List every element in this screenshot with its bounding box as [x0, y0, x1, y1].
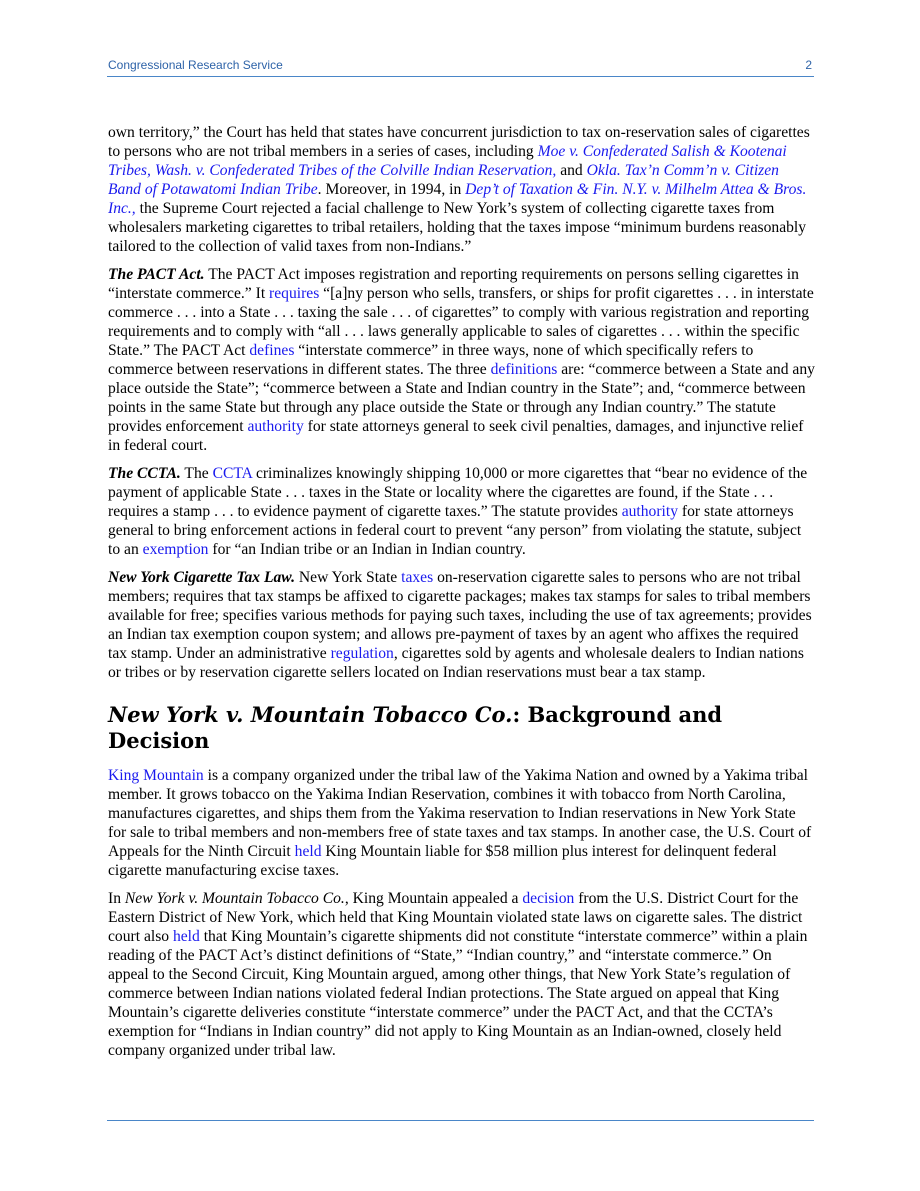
paragraph-appeal: In New York v. Mountain Tobacco Co., King Mountain appealed a decision from the U.S. District Court for the Eastern District of New York, which held that King Mountain violated state laws on cigarette sales. The district court also held that King Mountain’s cigarette shipments did not constitute “interstate commerce” within a plain reading of the PACT Act’s distinct definitions of “State,” “Indian country,” and “interstate commerce.” On appeal to the Second Circuit, King Mountain argued, among other things, that New York State’s regulation of commerce between Indian nations violated federal Indian protections. The State argued on appeal that King Mountain’s cigarette deliveries constitute “interstate commerce” under the PACT Act, and that the CCTA’s exemption for “Indians in Indian country” did not apply to King Mountain as an Indian-owned, closely held company organized under tribal law. — [108, 890, 808, 1059]
footer-divider — [107, 1120, 814, 1121]
link-exemption[interactable]: exemption — [142, 541, 209, 558]
link-colville-case[interactable]: Wash. v. Confederated Tribes of the Colville Indian Reservation, — [154, 162, 557, 179]
lead-ccta: The CCTA. — [108, 465, 181, 482]
link-pact-authority[interactable]: authority — [247, 418, 304, 435]
link-milhelm-attea-case[interactable]: Dep’t of Taxation & Fin. N.Y. v. Milhelm Attea & Bros. Inc., — [108, 181, 807, 217]
link-definitions[interactable]: definitions — [490, 361, 558, 378]
body-content — [108, 123, 815, 1069]
link-king-mountain[interactable]: King Mountain — [108, 767, 204, 784]
link-moe-case[interactable]: Moe v. Confederated Salish & Kootenai Tribes, — [108, 143, 787, 179]
paragraph-ccta: The CCTA. The CCTA criminalizes knowingly shipping 10,000 or more cigarettes that “bear no evidence of the payment of applicable State . . . taxes in the State or locality where the cigarettes are found, if the State . . . requires a stamp . . . to evidence payment of cigarette taxes.” The statute provides authority for state attorneys general to bring enforcement actions in federal court to prevent “any person” from violating the statute, subject to an exemption for “an Indian tribe or an Indian in Indian country. — [108, 465, 808, 558]
link-defines[interactable]: defines — [249, 342, 295, 359]
page-number: 2 — [805, 58, 812, 72]
paragraph-concurrent-jurisdiction: own territory,” the Court has held that states have concurrent jurisdiction to tax on-reservation sales of cigarettes to persons who are not tribal members in a series of cases, including Moe v. Confederated Salish & Kootenai Tribes, Wash. v. Confederated Tribes of the Colville Indian Reservation, and Okla. Tax’n Comm’n v. Citizen Band of Potawatomi Indian Tribe. Moreover, in 1994, in Dep’t of Taxation & Fin. N.Y. v. Milhelm Attea & Bros. Inc., the Supreme Court rejected a facial challenge to New York’s system of collecting cigarette taxes from wholesalers marketing cigarettes to tribal retailers, holding that the taxes impose “minimum burdens reasonably tailored to the collection of valid taxes from non-Indians.” — [108, 124, 810, 255]
link-taxes[interactable]: taxes — [401, 569, 434, 586]
publisher-name: Congressional Research Service — [108, 58, 283, 72]
link-ninth-circuit-held[interactable]: held — [294, 843, 322, 860]
link-ccta-authority[interactable]: authority — [621, 503, 679, 520]
link-decision[interactable]: decision — [522, 890, 575, 907]
paragraph-pact-act: The PACT Act. The PACT Act imposes registration and reporting requirements on persons selling cigarettes in “interstate commerce.” It requires “[a]ny person who sells, transfers, or ships for profit cigarettes . . . in interstate commerce . . . into a State . . . taxing the sale . . . of cigarettes” to comply with various registration and reporting requirements and to comply with “all . . . laws generally applicable to sales of cigarettes . . . within the specific State.” The PACT Act defines “interstate commerce” in three ways, none of which specifically refers to commerce between reservations in different states. The three definitions are: “commerce between a State and any place outside the State”; “commerce between a State and Indian country in the State”; and, “commerce between points in the same State but through any place outside the State or through any Indian country.” The statute provides enforcement authority for state attorneys general to seek civil penalties, damages, and injunctive relief in federal court. — [108, 266, 815, 454]
link-regulation[interactable]: regulation — [330, 645, 394, 662]
page-header — [107, 56, 814, 77]
link-potawatomi-case[interactable]: Okla. Tax’n Comm’n v. Citizen Band of Potawatomi Indian Tribe — [108, 162, 779, 198]
section-heading: New York v. Mountain Tobacco Co.: Background and Decision — [108, 702, 723, 753]
paragraph-ny-tax-law: New York Cigarette Tax Law. New York State taxes on-reservation cigarette sales to persons who are not tribal members; requires that tax stamps be affixed to cigarette packages; makes tax stamps for sales to tribal members available for free; specifies various methods for paying such taxes, including the use of tax agreements; provides an Indian tax exemption coupon system; and allows pre-payment of taxes by an agent who affixes the required tax stamp. Under an administrative regulation, cigarettes sold by agents and wholesale dealers to Indian nations or tribes or by reservation cigarette sellers located on Indian reservations must bear a tax stamp. — [108, 569, 812, 681]
paragraph-king-mountain: King Mountain is a company organized under the tribal law of the Yakima Nation and owned by a Yakima tribal member. It grows tobacco on the Yakima Indian Reservation, combines it with tobacco from North Carolina, manufactures cigarettes, and ships them from the Yakima reservation to Indian reservations in New York State for sale to tribal members and non-members free of state taxes and tax stamps. In another case, the U.S. Court of Appeals for the Ninth Circuit held King Mountain liable for $58 million plus interest for delinquent federal cigarette manufacturing excise taxes. — [108, 767, 812, 879]
link-requires[interactable]: requires — [269, 285, 320, 302]
lead-ny-tax-law: New York Cigarette Tax Law. — [108, 569, 295, 586]
link-district-held[interactable]: held — [172, 928, 200, 945]
lead-pact-act: The PACT Act. — [108, 266, 205, 283]
link-ccta[interactable]: CCTA — [212, 465, 253, 482]
case-name-italic: New York v. Mountain Tobacco Co. — [124, 890, 345, 907]
